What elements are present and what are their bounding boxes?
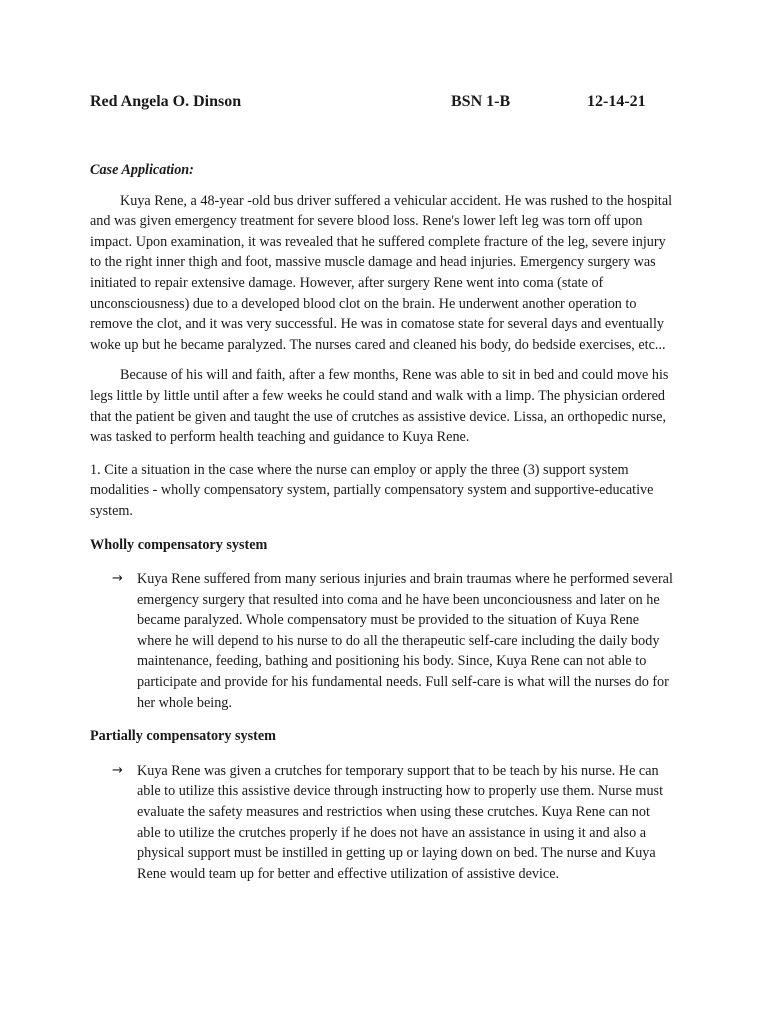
question-text: 1. Cite a situation in the case where the nurse can employ or apply the three (3) support system modalities - wholly compensatory system, partially compensatory system and supportive-educative system. [90,461,654,519]
section-text-partially: Kuya Rene was given a crutches for temporary support that to be teach by his nurse. He can able to utilize this assistive device through instructing how to properly use them. Nurse must evaluate the safety measures and restrictios when using these crutches. Kuya Rene can not able to utilize the crutches properly if he does not have an assistance in using it and also a physical support must be instilled in getting up or laying down on bed. The nurse and Kuya Rene would team up for better and effective utilization of assistive device. [137,762,664,882]
course-section: BSN 1-B [451,93,511,110]
student-name: Red Angela O. Dinson [90,93,242,110]
case-application-label: Case Application: [90,162,194,178]
arrow-right-icon: → [112,571,123,587]
list-item-wholly [90,569,680,713]
document-body [90,160,680,884]
section-heading-partially: Partially compensatory system [90,728,276,745]
document-date: 12-14-21 [587,93,646,110]
document-header [90,93,690,115]
arrow-right-icon: → [112,762,123,778]
section-text-wholly: Kuya Rene suffered from many serious injuries and brain traumas where he performed several emergency surgery that resulted into coma and he have been unconciousness and later on he became paralyzed. Whole compensatory must be provided to the situation of Kuya Rene where he will depend to his nurse to do all the therapeutic self-care including the daily body maintenance, feeding, bathing and positioning his body. Since, Kuya Rene can not able to participate and provide for his fundamental needs. Full self-care is what will the nurses do for her whole being. [137,571,673,711]
section-heading-wholly: Wholly compensatory system [90,536,268,553]
case-paragraph-2: Because of his will and faith, after a few months, Rene was able to sit in bed and could move his legs little by little until after a few weeks he could stand and walk with a limp. The physician ordered that the patient be given and taught the use of crutches as assistive device. Lissa, an orthopedic nurse, was tasked to perform health teaching and guidance to Kuya Rene. [90,367,669,446]
case-paragraph-1: Kuya Rene, a 48-year -old bus driver suffered a vehicular accident. He was rushed to the hospital and was given emergency treatment for severe blood loss. Rene's lower left leg was torn off upon impact. Upon examination, it was revealed that he suffered complete fracture of the leg, severe injury to the right inner thigh and foot, massive muscle damage and head injuries. Emergency surgery was initiated to repair extensive damage. However, after surgery Rene went into coma (state of unconsciousness) due to a developed blood clot on the brain. He underwent another operation to remove the clot, and it was very successful. He was in comatose state for several days and eventually woke up but he became paralyzed. The nurses cared and cleaned his body, do bedside exercises, etc... [90,192,673,353]
list-item-partially [90,761,680,885]
